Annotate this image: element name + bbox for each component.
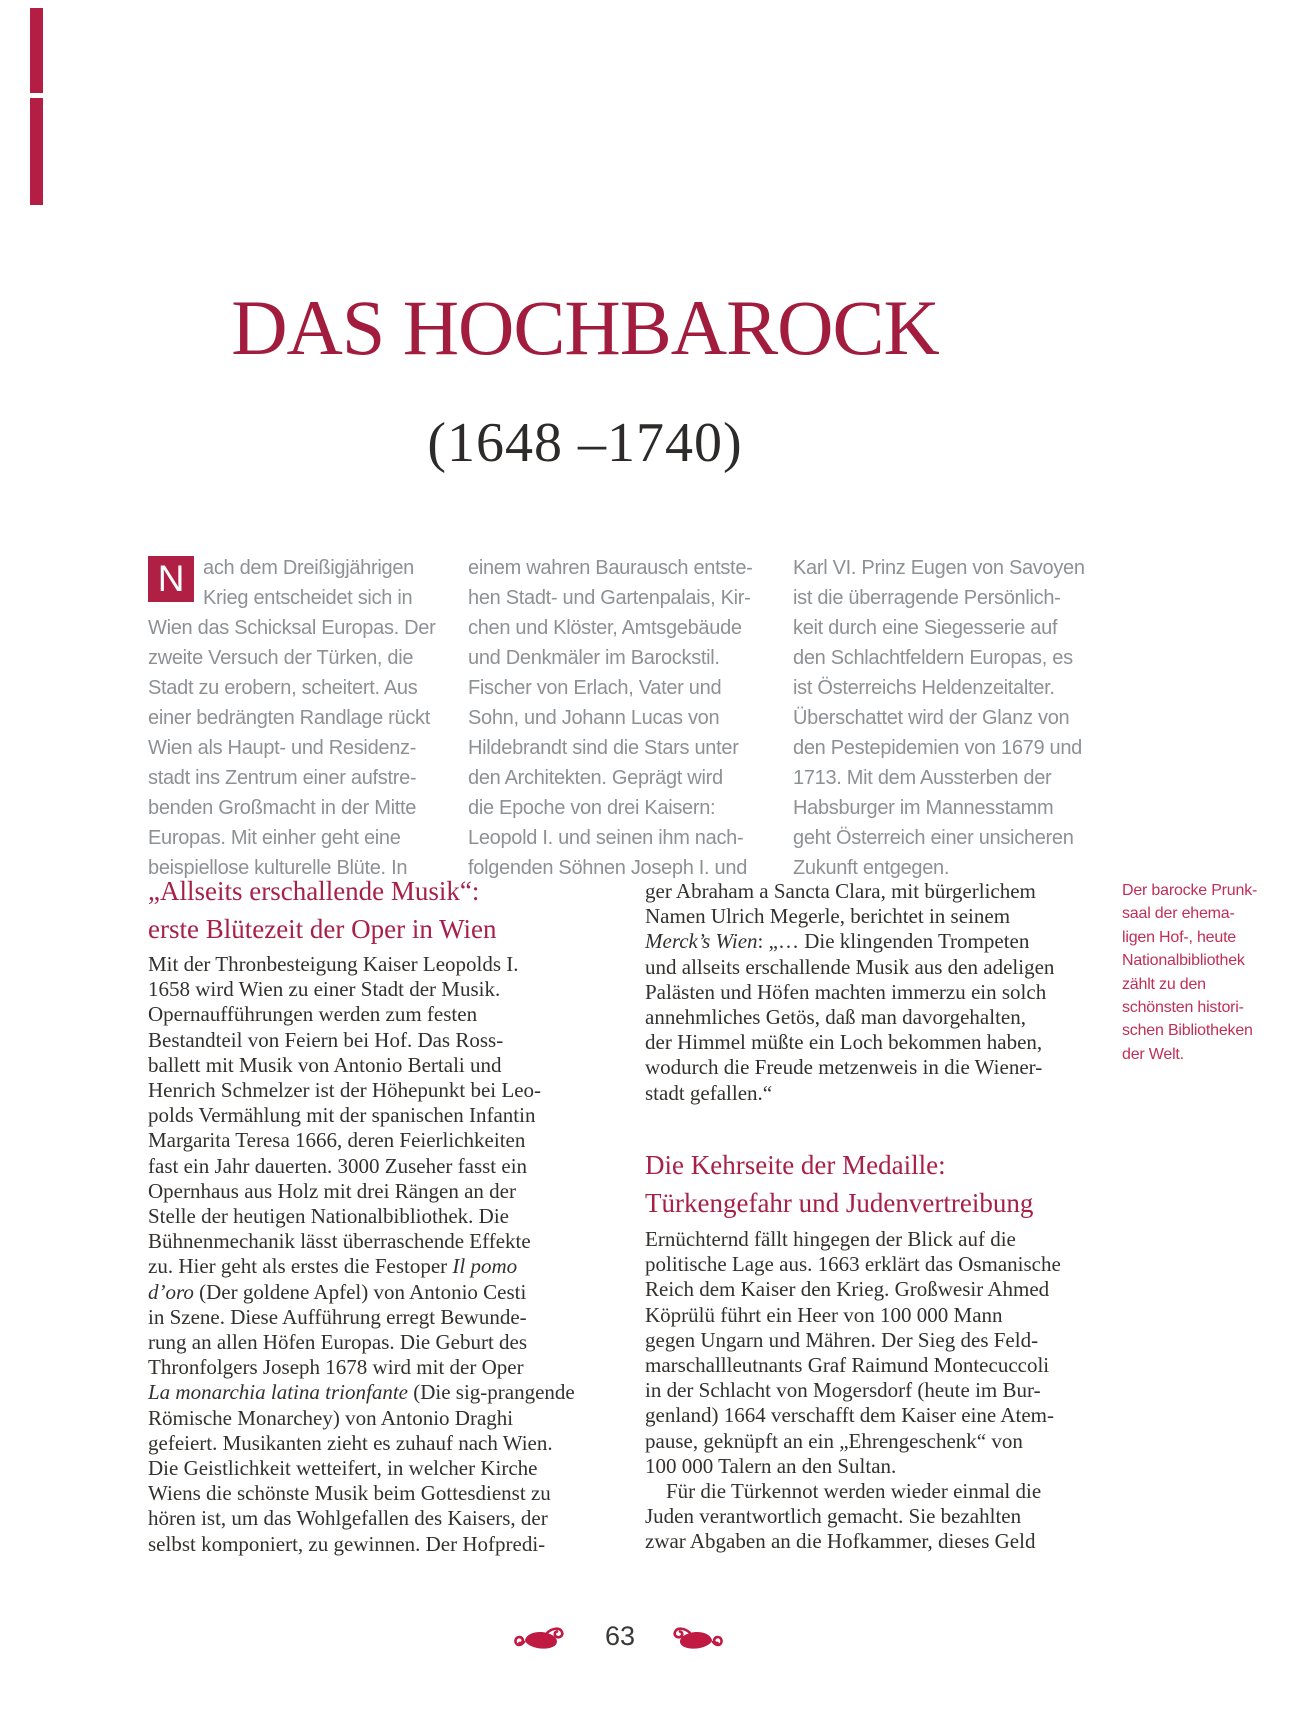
chapter-title-block	[85, 284, 1085, 371]
page-number: 63	[604, 1621, 636, 1651]
chapter-margin-mark-top	[30, 8, 43, 93]
intro-column-3: Karl VI. Prinz Eugen von Savoyen ist die überragende Persönlich- keit durch eine Siegesserie auf den Schlachtfeldern Europas, es ist Österreichs Heldenzeitalter. Überschattet wird der Glanz von den Pestepidemien von 1679 und 1713. Mit dem Aussterben der Habsburger im Mannesstamm geht Österreich einer unsicheren Zukunft entgegen.	[793, 557, 1085, 879]
intro-column-1-text: ach dem Dreißigjährigen Krieg entscheidet sich in Wien das Schicksal Europas. Der zweite Versuch der Türken, die Stadt zu erobern, scheitert. Aus einer bedrängten Randlage rückt Wien als Haupt- und Residenz- stadt ins Zentrum einer aufstre- benden Großmacht in der Mitte Europas. Mit einher geht eine beispiellose kulturelle Blüte. In	[148, 557, 436, 879]
dropcap-letter: N	[148, 556, 194, 602]
baroque-flourish-icon-mirrored	[671, 1623, 723, 1653]
body-column-right-bottom: Ernüchternd fällt hingegen der Blick auf die politische Lage aus. 1663 erklärt das Osmanische Reich dem Kaiser den Krieg. Großwesir Ahmed Köprülü führt ein Heer von 100 000 Mann gegen Ungarn und Mähren. Der Sieg des Feld- marschallleutnants Graf Raimund Montecuccoli in der Schlacht von Mogersdorf (heute im Bur- genland) 1664 verschafft dem Kaiser eine Atem- pause, geknüpft an ein „Ehrengeschenk“ von 100 000 Talern an den Sultan. Für die Türkennot werden wieder einmal die Juden verantwortlich gemacht. Sie bezahlten zwar Abgaben an die Hofkammer, dieses Geld	[645, 1227, 1061, 1554]
section-heading-tuerken: Die Kehrseite der Medaille: Türkengefahr und Judenvertreibung	[645, 1150, 1034, 1218]
chapter-subtitle-block	[85, 412, 1085, 474]
body-column-right-top: ger Abraham a Sancta Clara, mit bürgerlichem Namen Ulrich Megerle, berichtet in seinem Merck’s Wien: „… Die klingenden Trompeten und allseits erschallende Musik aus den adeligen Palästen und Höfen machten immerzu ein solch annehmliches Getös, daß man davorgehalten, der Himmel müßte ein Loch bekommen haben, wodurch die Freude metzenweis in die Wiener- stadt gefallen.“	[645, 879, 1055, 1105]
margin-note: Der barocke Prunk- saal der ehema- ligen Hof-, heute Nationalbibliothek zählt zu den schönsten histori- schen Bibliotheken der Welt.	[1122, 882, 1258, 1063]
page-number-block	[560, 1620, 680, 1652]
page-subtitle: (1648 –1740)	[427, 412, 743, 474]
intro-column-2: einem wahren Baurausch entste- hen Stadt- und Gartenpalais, Kir- chen und Klöster, Amtsgebäude und Denkmäler im Barockstil. Fischer von Erlach, Vater und Sohn, und Johann Lucas von Hildebrandt sind die Stars unter den Architekten. Geprägt wird die Epoche von drei Kaisern: Leopold I. und seinen ihm nach- folgenden Söhnen Joseph I. und	[468, 557, 753, 879]
intro-column-1	[148, 553, 468, 883]
section-heading-opera: „Allseits erschallende Musik“: erste Blütezeit der Oper in Wien	[148, 876, 497, 944]
body-column-left: Mit der Thronbesteigung Kaiser Leopolds I. 1658 wird Wien zu einer Stadt der Musik. Opernaufführungen werden zum festen Bestandteil von Feiern bei Hof. Das Ross- ballett mit Musik von Antonio Bertali und Henrich Schmelzer ist der Höhepunkt bei Leo- polds Vermählung mit der spanischen Infantin Margarita Teresa 1666, deren Feierlichkeiten fast ein Jahr dauerten. 3000 Zuseher fasst ein Opernhaus aus Holz mit drei Rängen an der Stelle der heutigen Nationalbibliothek. Die Bühnenmechanik lässt überraschende Effekte zu. Hier geht als erstes die Festoper Il pomo d’oro (Der goldene Apfel) von Antonio Cesti in Szene. Diese Aufführung erregt Bewunde- rung an allen Höfen Europas. Die Geburt des Thronfolgers Joseph 1678 wird mit der Oper La monarchia latina trionfante (Die sig-prangende Römische Monarchey) von Antonio Draghi gefeiert. Musikanten zieht es zuhauf nach Wien. Die Geistlichkeit wetteifert, in welcher Kirche Wiens die schönste Musik beim Gottesdienst zu hören ist, um das Wohlgefallen des Kaisers, der selbst komponiert, zu gewinnen. Der Hofpredi-	[148, 952, 575, 1556]
page-title: DAS HOCHBAROCK	[231, 284, 939, 371]
baroque-flourish-icon	[514, 1623, 566, 1653]
chapter-margin-mark-bottom	[30, 98, 43, 205]
